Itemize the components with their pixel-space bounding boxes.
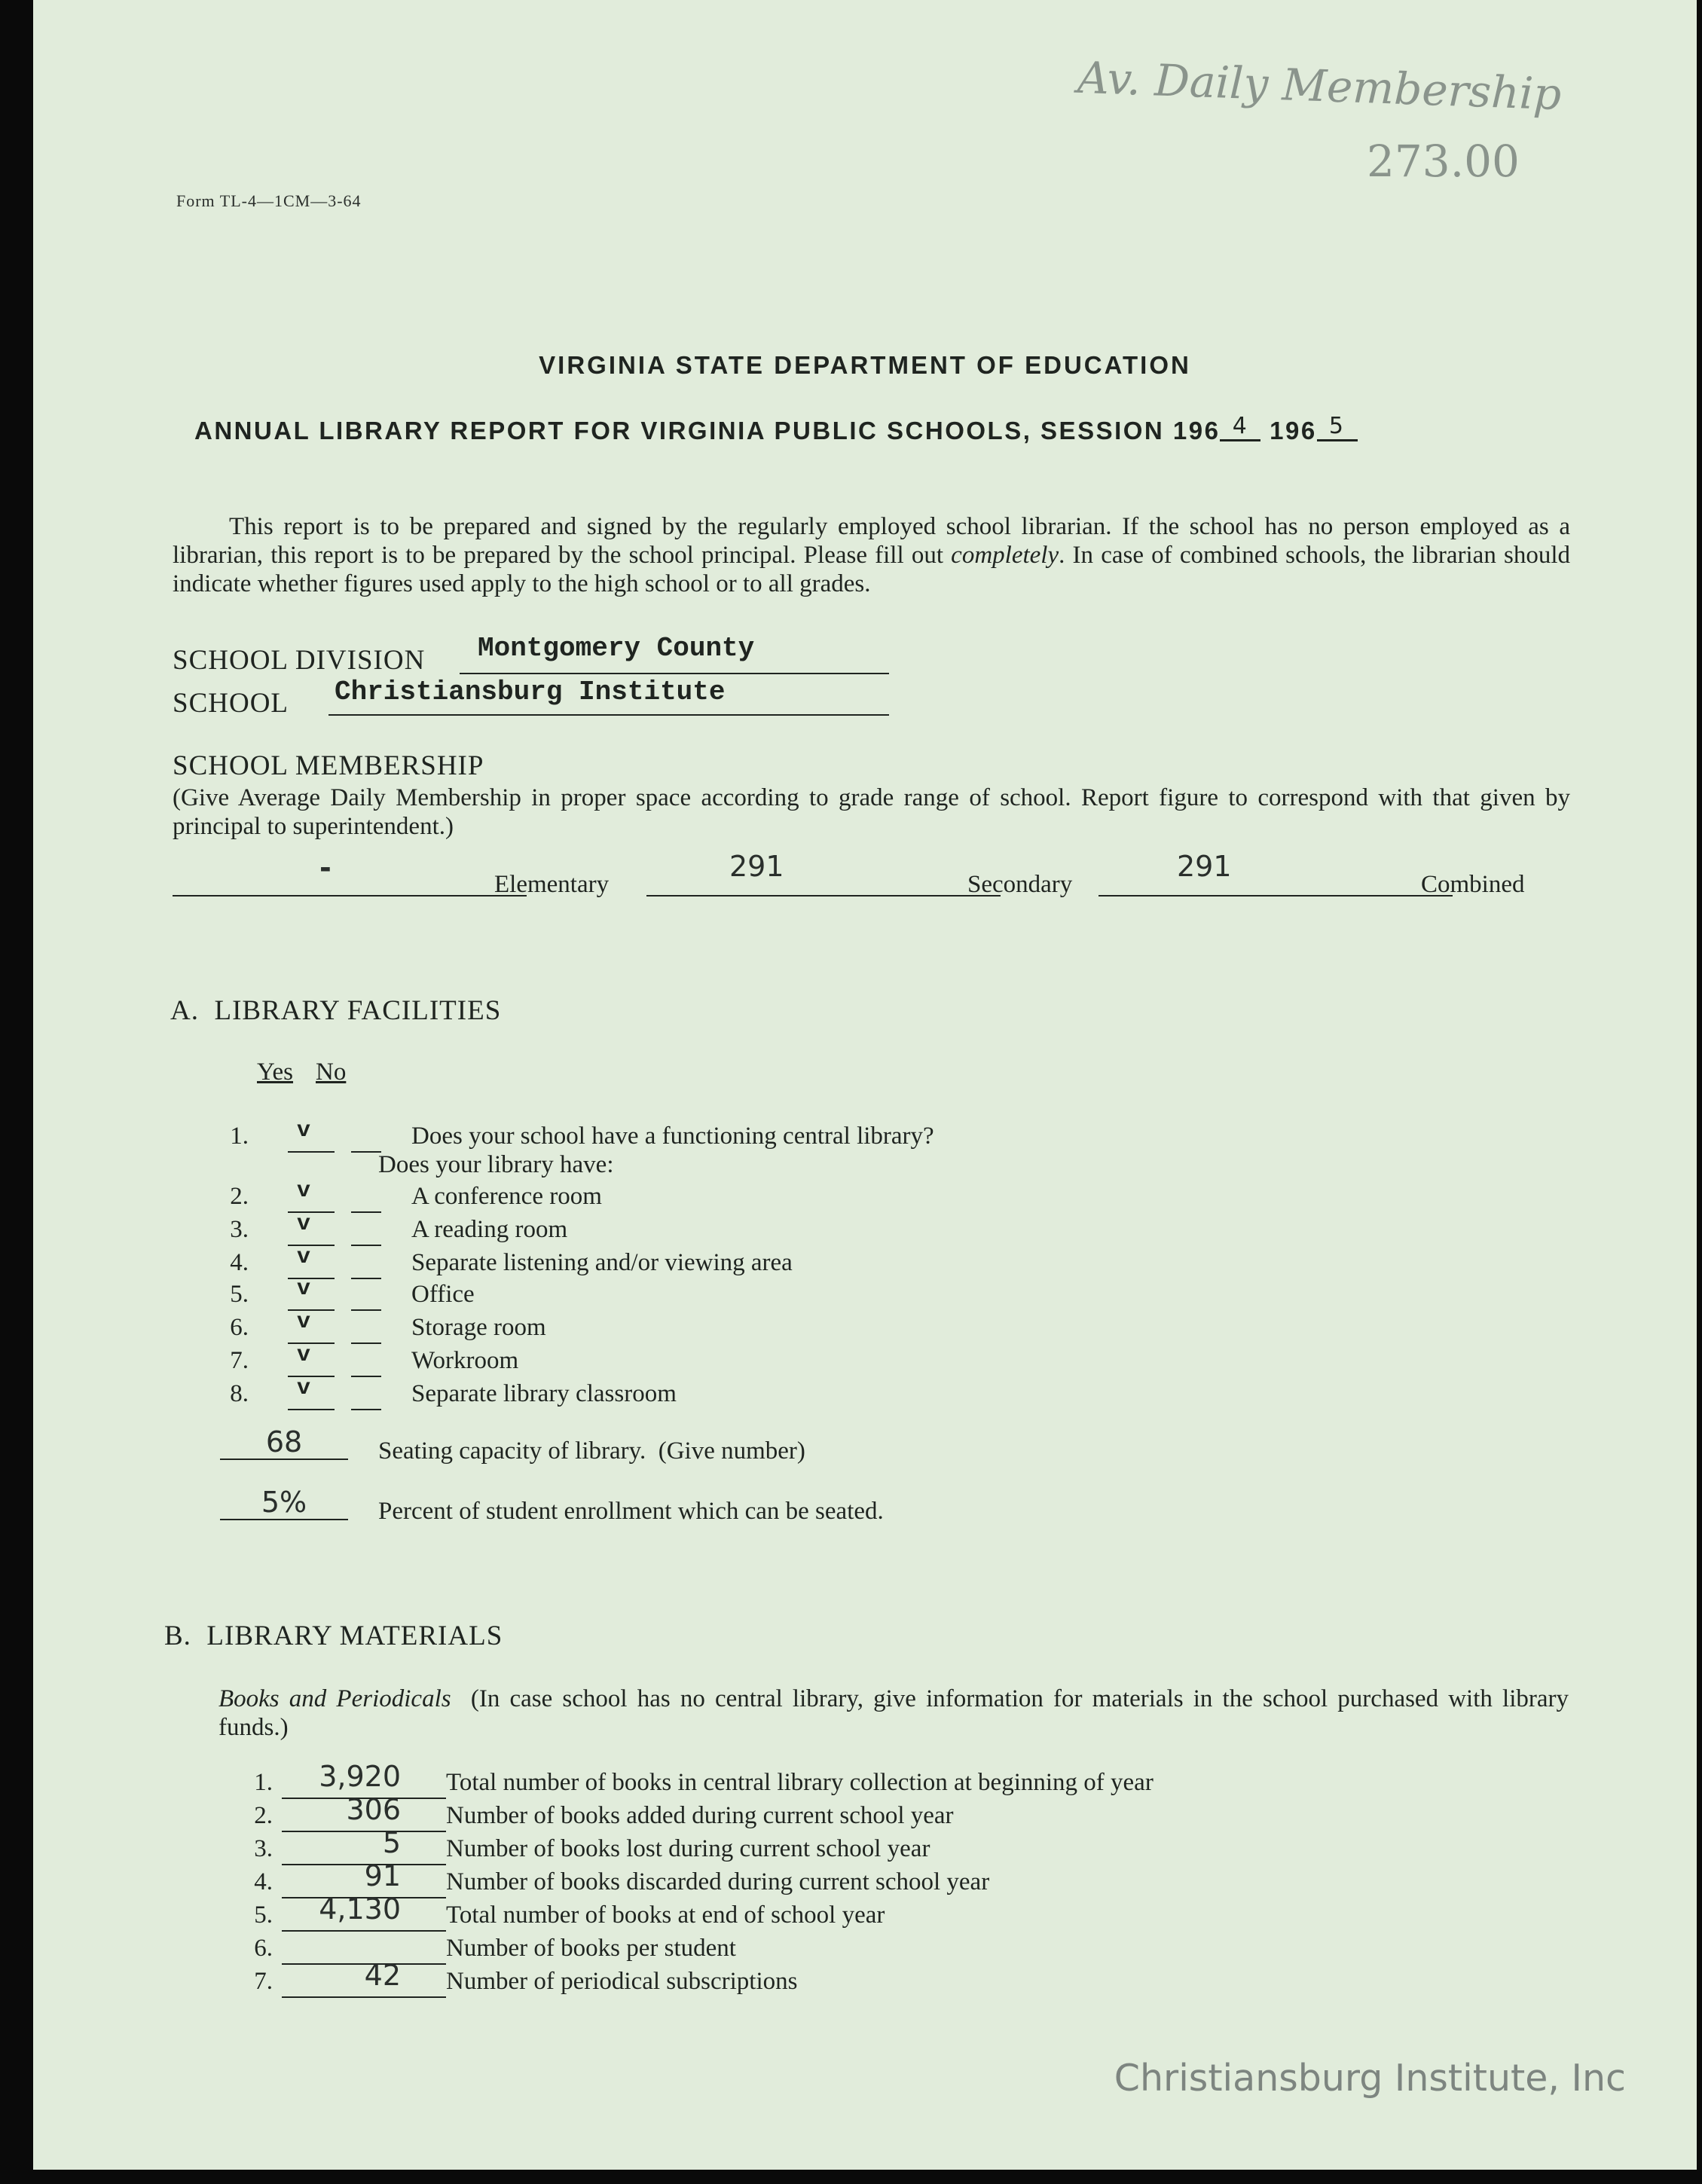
- yes-blank: [288, 1342, 335, 1344]
- school-division-label: SCHOOL DIVISION: [173, 645, 426, 676]
- session-start-digit[interactable]: 4: [1220, 413, 1260, 441]
- facility-item-number: 8.: [230, 1380, 249, 1407]
- no-blank[interactable]: [351, 1409, 381, 1410]
- yes-checkmark[interactable]: v: [297, 1276, 311, 1302]
- school-field[interactable]: Christiansburg Institute: [335, 677, 726, 707]
- secondary-field[interactable]: 291: [729, 850, 784, 883]
- section-b-intro: [218, 1685, 1569, 1742]
- subtitle-text: ANNUAL LIBRARY REPORT FOR VIRGINIA PUBLIC SCHOOLS, SESSION 196: [194, 417, 1221, 444]
- no-blank[interactable]: [351, 1342, 381, 1344]
- elementary-label: Elementary: [494, 871, 610, 898]
- facility-item-label: Storage room: [411, 1314, 546, 1341]
- material-value-field[interactable]: 3,920: [319, 1760, 401, 1793]
- yes-blank: [288, 1151, 335, 1153]
- yes-checkmark[interactable]: v: [297, 1178, 311, 1204]
- yes-blank: [288, 1278, 335, 1279]
- facility-item-number: 1.: [230, 1123, 249, 1150]
- handwritten-note-line2: 273.00: [1367, 136, 1520, 187]
- material-item-label: Number of books per student: [446, 1935, 736, 1962]
- facilities-subheading: Does your library have:: [378, 1151, 614, 1178]
- school-label: SCHOOL: [173, 688, 289, 719]
- yes-checkmark[interactable]: v: [297, 1245, 311, 1270]
- document-page: [33, 0, 1697, 2170]
- report-subtitle: [194, 413, 1358, 447]
- yes-checkmark[interactable]: v: [297, 1376, 311, 1401]
- section-b-note: (In case school has no central library, give information for materials in the school purchased with library funds.): [218, 1685, 1569, 1741]
- facility-item-number: 7.: [230, 1347, 249, 1374]
- yes-blank: [288, 1211, 335, 1213]
- membership-label: SCHOOL MEMBERSHIP: [173, 750, 484, 781]
- form-code: Form TL-4—1CM—3-64: [176, 191, 362, 210]
- combined-label: Combined: [1421, 871, 1525, 898]
- facility-item-label: A reading room: [411, 1216, 568, 1243]
- yes-blank: [288, 1376, 335, 1377]
- no-column-label: No: [316, 1058, 347, 1086]
- yes-checkmark[interactable]: v: [297, 1342, 311, 1368]
- instructions-paragraph: This report is to be prepared and signed by the regularly employed school librarian. If the school has no person employed as a librarian, this report is to be prepared by the school principal. Please fill out completely. In case of combined schools, the librarian should indicate whether figures used apply to the high school or to all grades.: [173, 513, 1570, 597]
- seating-capacity-label: Seating capacity of library. (Give number): [378, 1437, 805, 1465]
- combined-line: [1099, 895, 1453, 897]
- material-value-field[interactable]: 4,130: [319, 1892, 401, 1926]
- material-item-label: Number of books lost during current school year: [446, 1835, 930, 1862]
- facility-item-label: Does your school have a functioning central library?: [411, 1123, 934, 1150]
- no-blank[interactable]: [351, 1278, 381, 1279]
- elementary-line: [173, 895, 527, 897]
- material-item-number: 5.: [254, 1901, 273, 1929]
- material-value-field[interactable]: 91: [364, 1859, 401, 1892]
- section-b-subtitle: Books and Periodicals: [218, 1685, 451, 1712]
- facility-item-number: 4.: [230, 1249, 249, 1276]
- subtitle-mid: 196: [1270, 417, 1317, 444]
- material-item-label: Number of periodical subscriptions: [446, 1968, 798, 1995]
- facility-item-number: 5.: [230, 1281, 249, 1308]
- facility-item-number: 3.: [230, 1216, 249, 1243]
- section-b-heading: B. LIBRARY MATERIALS: [164, 1620, 503, 1651]
- material-value-field[interactable]: 5: [382, 1826, 401, 1859]
- seating-capacity-field[interactable]: 68: [265, 1425, 303, 1459]
- seating-line: [220, 1459, 348, 1460]
- material-item-label: Total number of books in central library collection at beginning of year: [446, 1769, 1154, 1796]
- percent-seated-field[interactable]: 5%: [261, 1486, 307, 1519]
- school-division-field[interactable]: Montgomery County: [478, 633, 755, 664]
- facility-item-label: Workroom: [411, 1347, 519, 1374]
- no-blank[interactable]: [351, 1376, 381, 1377]
- handwritten-note-line1: Av. Daily Membership: [1077, 51, 1563, 121]
- membership-note: (Give Average Daily Membership in proper space according to grade range of school. Report figure to correspond with that given by principal to superintendent.): [173, 784, 1570, 840]
- secondary-line: [646, 895, 1001, 897]
- facility-item-number: 2.: [230, 1183, 249, 1210]
- material-value-line: [282, 1996, 446, 1998]
- no-blank[interactable]: [351, 1309, 381, 1311]
- material-item-label: Number of books discarded during current school year: [446, 1868, 990, 1895]
- yes-checkmark[interactable]: v: [297, 1211, 311, 1237]
- material-item-number: 1.: [254, 1769, 273, 1796]
- session-end-digit[interactable]: 5: [1317, 413, 1358, 441]
- facility-item-label: Office: [411, 1281, 475, 1308]
- percent-line: [220, 1519, 348, 1520]
- material-value-field[interactable]: 306: [346, 1793, 401, 1826]
- school-line: [328, 714, 889, 716]
- facility-item-number: 6.: [230, 1314, 249, 1341]
- material-item-number: 4.: [254, 1868, 273, 1895]
- material-item-label: Total number of books at end of school year: [446, 1901, 885, 1929]
- yes-blank: [288, 1309, 335, 1311]
- material-item-label: Number of books added during current school year: [446, 1802, 954, 1829]
- material-item-number: 3.: [254, 1835, 273, 1862]
- facility-item-label: Separate library classroom: [411, 1380, 677, 1407]
- elementary-field[interactable]: -: [319, 851, 332, 884]
- yes-blank: [288, 1245, 335, 1246]
- yes-checkmark[interactable]: v: [297, 1309, 311, 1335]
- yes-checkmark[interactable]: v: [297, 1118, 311, 1144]
- yes-column-label: Yes: [257, 1058, 294, 1086]
- material-value-line: [282, 1930, 446, 1932]
- material-item-number: 7.: [254, 1968, 273, 1995]
- percent-seated-label: Percent of student enrollment which can be seated.: [378, 1498, 884, 1525]
- watermark: Christiansburg Institute, Inc: [1114, 2057, 1626, 2100]
- facility-item-label: Separate listening and/or viewing area: [411, 1249, 793, 1276]
- combined-field[interactable]: 291: [1177, 850, 1232, 883]
- material-item-number: 2.: [254, 1802, 273, 1829]
- no-blank[interactable]: [351, 1245, 381, 1246]
- facility-item-label: A conference room: [411, 1183, 602, 1210]
- no-blank[interactable]: [351, 1151, 381, 1153]
- secondary-label: Secondary: [967, 871, 1073, 898]
- section-a-heading: A. LIBRARY FACILITIES: [170, 995, 502, 1026]
- page-title: VIRGINIA STATE DEPARTMENT OF EDUCATION: [539, 351, 1191, 379]
- school-division-line: [460, 673, 889, 674]
- no-blank[interactable]: [351, 1211, 381, 1213]
- material-item-number: 6.: [254, 1935, 273, 1962]
- material-value-field[interactable]: 42: [364, 1959, 401, 1992]
- yes-blank: [288, 1409, 335, 1410]
